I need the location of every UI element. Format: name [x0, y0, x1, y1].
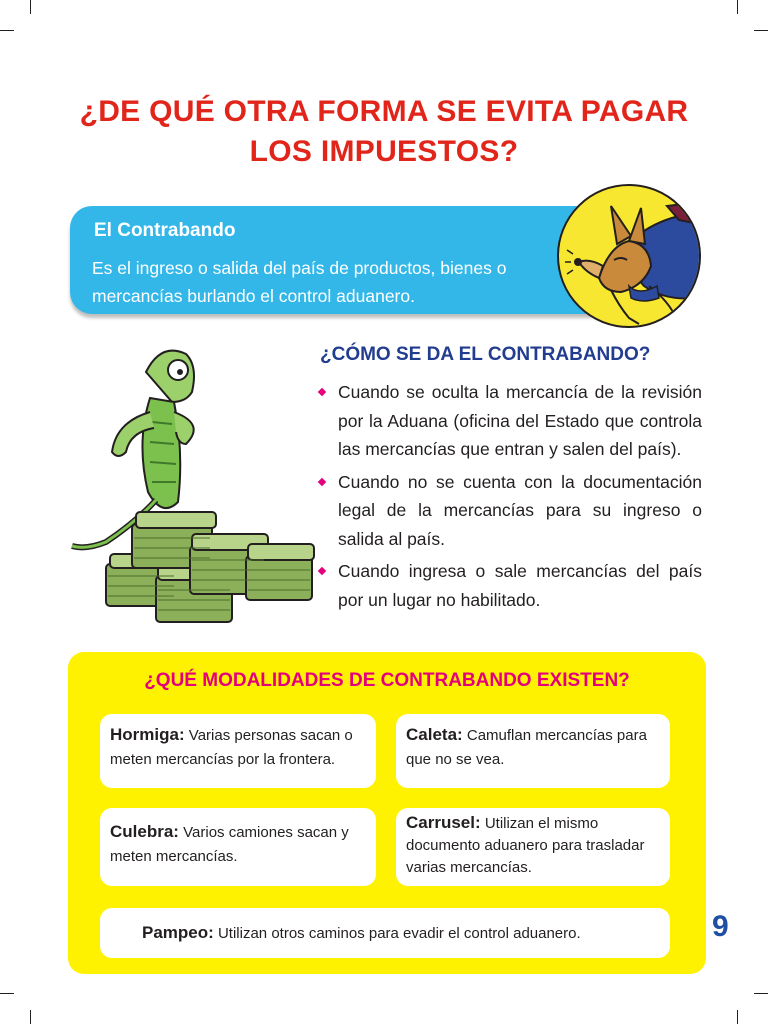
page-title-line2: LOS IMPUESTOS?: [249, 135, 519, 168]
how-list: [316, 378, 702, 618]
list-item-text: Cuando no se cuenta con la documentación legal de la mercancías para su ingreso o salida al país.: [338, 471, 702, 549]
modality-card-caleta: [396, 714, 670, 788]
crop-mark: [754, 993, 768, 994]
crop-mark: [737, 1010, 738, 1024]
modality-desc: Camuflan mercancías para que no se vea.: [406, 727, 647, 768]
modality-term: Carrusel:: [406, 813, 481, 832]
page-title: [0, 92, 768, 172]
definition-text: Es el ingreso o salida del país de productos, bienes o mercancías burlando el control aduanero.: [92, 258, 507, 306]
lizard-with-money-icon: [66, 332, 320, 632]
modality-term: Hormiga:: [110, 725, 185, 744]
page-title-line1: ¿DE QUÉ OTRA FORMA SE EVITA PAGAR: [79, 95, 689, 128]
modality-card-culebra: [100, 808, 376, 886]
definition-heading: El Contrabando: [94, 220, 236, 241]
crop-mark: [754, 30, 768, 31]
crop-mark: [0, 993, 14, 994]
bullet-icon: [318, 477, 326, 485]
modality-desc: Varios camiones sacan y meten mercancías.: [110, 824, 349, 865]
how-heading: ¿CÓMO SE DA EL CONTRABANDO?: [320, 344, 651, 365]
modality-card-pampeo: [100, 908, 670, 958]
list-item: [316, 557, 702, 614]
modality-desc: Utilizan el mismo documento aduanero para trasladar varias mercancías.: [406, 815, 645, 876]
modality-term: Caleta:: [406, 725, 463, 744]
crop-mark: [30, 0, 31, 14]
crop-mark: [737, 0, 738, 14]
list-item-text: Cuando se oculta la mercancía de la revisión por la Aduana (oficina del Estado que controla las mercancías que entran y salen del país).: [338, 382, 702, 459]
sniffing-dog-icon: [557, 184, 701, 328]
modality-desc: Varias personas sacan o meten mercancías por la frontera.: [110, 727, 353, 768]
modality-term: Culebra:: [110, 822, 179, 841]
crop-mark: [0, 30, 14, 31]
list-item: [316, 468, 702, 554]
bullet-icon: [318, 567, 326, 575]
list-item: [316, 378, 702, 464]
modalities-box: [68, 652, 706, 974]
modality-card-carrusel: [396, 808, 670, 886]
modality-desc: Utilizan otros caminos para evadir el control aduanero.: [217, 925, 581, 942]
modality-card-hormiga: [100, 714, 376, 788]
modalities-heading: ¿QUÉ MODALIDADES DE CONTRABANDO EXISTEN?: [144, 670, 630, 691]
list-item-text: Cuando ingresa o sale mercancías del país por un lugar no habilitado.: [338, 561, 702, 610]
modality-term: Pampeo:: [142, 923, 214, 942]
definition-banner: [70, 206, 630, 314]
crop-mark: [30, 1010, 31, 1024]
bullet-icon: [318, 388, 326, 396]
page-number: 9: [712, 910, 729, 943]
